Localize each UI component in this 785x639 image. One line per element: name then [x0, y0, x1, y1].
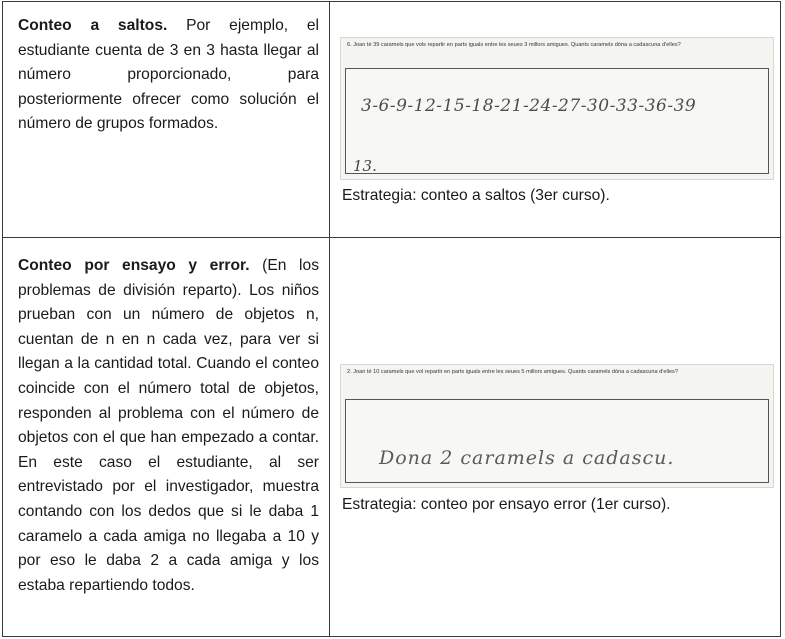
strategy-title: Conteo por ensayo y error. [18, 257, 250, 274]
strategy-title: Conteo a saltos. [18, 17, 168, 34]
strategy-body: (En los problemas de división reparto). Los niños prueban con un número de objetos n, cuentan de n en n cada vez, para ver si llegan a la cantidad total. Cuando el conteo coincide con el número total de objetos, responden al problema con el número de objetos con el que han empezado a contar. En este caso el estudiante, al ser entrevistado por el investigador, muestra contando con los dedos que si le daba 1 caramelo a cada amiga no llegaba a 10 y por eso le daba 2 a cada amiga y los estaba repartiendo todos. [18, 257, 319, 594]
answer-box [345, 399, 769, 483]
strategy-description [3, 238, 329, 598]
strategy-body: Por ejemplo, el estudiante cuenta de 3 en 3 hasta llegar al número proporcionado, para posteriormente ofrecer como solución el número de grupos formados. [18, 17, 319, 133]
example-cell [330, 238, 781, 637]
example-caption: Estrategia: conteo por ensayo error (1er curso). [342, 496, 671, 513]
handwritten-work: Dona 2 caramels a cadascu. [379, 447, 675, 469]
strategy-description [3, 2, 329, 137]
scan-question-text: 6. Joan té 39 caramels que vols repartir en parts iguals entre les seues 3 millors amigues. Quants caramels dóna a cadascuna d'elles? [347, 42, 681, 48]
strategy-row-skip-counting [3, 2, 781, 238]
student-work-scan [340, 364, 774, 488]
handwritten-answer: 13. [353, 157, 377, 175]
strategy-table [2, 1, 781, 637]
strategy-description-cell [3, 2, 330, 238]
answer-box [345, 68, 769, 174]
handwritten-work: 3-6-9-12-15-18-21-24-27-30-33-36-39 [361, 96, 697, 116]
example-cell [330, 2, 781, 238]
scan-question-text: 2. Joan té 10 caramels que vol repartir en parts iguals entre les seues 5 millors amigues. Quants caramels dóna a cadascuna d'elles? [347, 369, 678, 375]
student-work-scan [340, 37, 774, 180]
example-caption: Estrategia: conteo a saltos (3er curso). [342, 187, 610, 204]
strategy-row-trial-and-error [3, 238, 781, 637]
strategy-description-cell [3, 238, 330, 637]
